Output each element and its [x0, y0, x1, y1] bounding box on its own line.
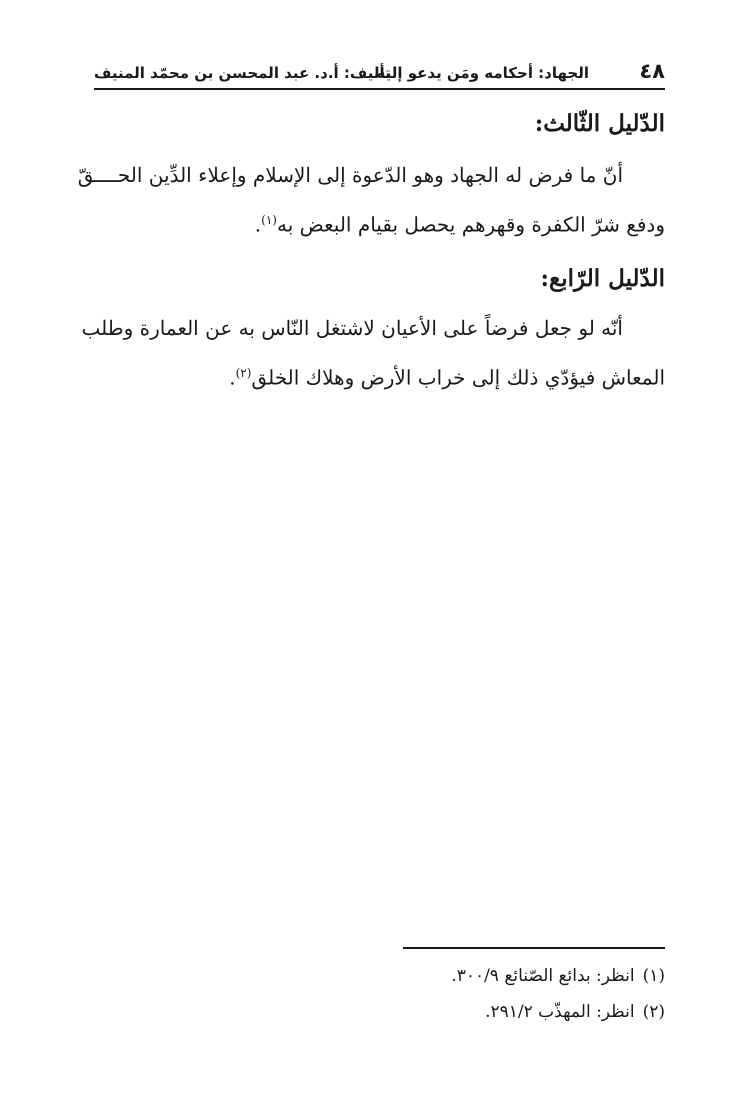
running-header	[94, 58, 665, 90]
paragraph-fourth-evidence	[81, 306, 665, 401]
paragraph-line-with-note	[90, 351, 665, 401]
footnote	[90, 958, 665, 994]
page-number: ٤٨	[639, 59, 665, 83]
footnote-number: (١)	[642, 966, 665, 986]
footnote-separator	[403, 947, 665, 949]
paragraph-line: أنّه لو جعل فرضاً على الأعيان لاشتغل النّاس به عن العمارة وطلب	[81, 316, 623, 340]
footnote-text: انظر: بدائع الصّنائع ٣٠٠/٩.	[451, 966, 635, 986]
section-heading-third-evidence: الدّليل الثّالث:	[534, 110, 665, 137]
footnote-text: انظر: المهذّب ٢٩١/٢.	[485, 1002, 635, 1022]
paragraph-line-text: ودفع شرّ الكفرة وقهرهم يحصل بقيام البعض به	[276, 212, 665, 237]
footnote	[90, 994, 665, 1030]
footnotes	[90, 958, 665, 1030]
end-punctuation: .	[254, 212, 262, 237]
paragraph-line-with-note	[90, 198, 665, 248]
footnote-reference: (٢)	[235, 366, 252, 380]
section-heading-fourth-evidence: الدّليل الرّابع:	[540, 265, 665, 292]
footnote-reference: (١)	[261, 213, 277, 227]
paragraph-third-evidence	[77, 153, 665, 248]
book-title: الجهاد: أحكامه ومَن يدعو إليه	[376, 64, 589, 82]
footnote-number: (٢)	[642, 1002, 665, 1022]
end-punctuation: .	[229, 365, 236, 390]
paragraph-line: أنّ ما فرض له الجهاد وهو الدّعوة إلى الإسلام وإعلاء الدِّين الحــــقّ	[77, 163, 623, 187]
paragraph-line-text: المعاش فيؤدّي ذلك إلى خراب الأرض وهلاك الخلق	[251, 365, 665, 390]
author-line: تأليف: أ.د. عبد المحسن بن محمّد المنيف	[94, 64, 391, 82]
